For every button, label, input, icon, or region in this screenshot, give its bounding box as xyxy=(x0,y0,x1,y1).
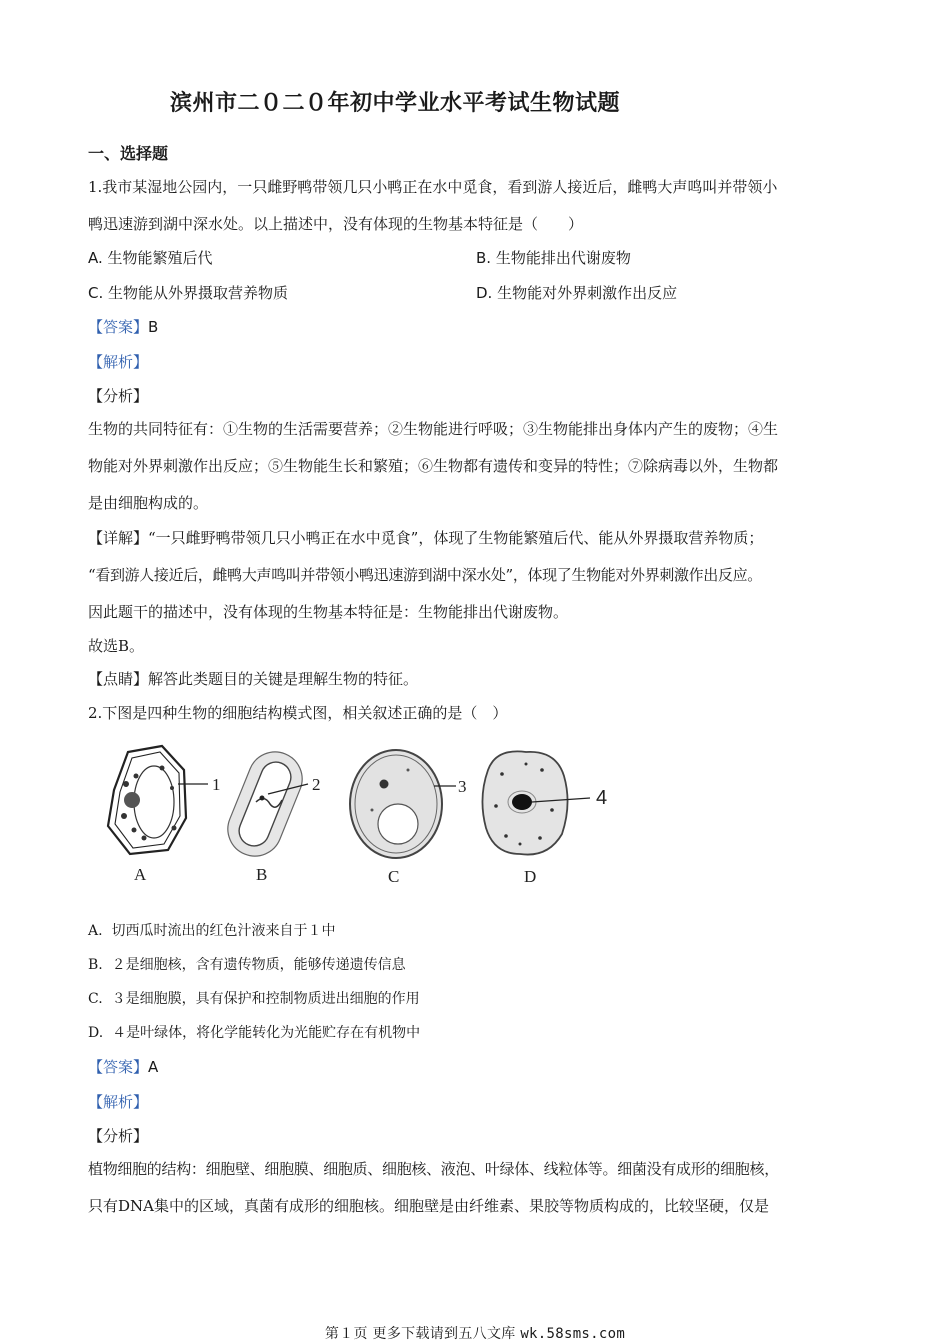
q1-detail-line1: 【详解】“一只雌野鸭带领几只小鸭正在水中觅食”，体现了生物能繁殖后代、能从外界摄取营养物质； xyxy=(88,529,764,547)
q2-fenxi-line2: 只有DNA集中的区域，真菌有成形的细胞核。细胞壁是由纤维素、果胶等物质构成的，比较坚硬，仅是 xyxy=(88,1197,769,1215)
cell-a-diagram xyxy=(108,746,208,854)
cell-c-diagram xyxy=(350,750,456,858)
q1-tip: 【点睛】解答此类题目的关键是理解生物的特征。 xyxy=(88,670,419,688)
q1-analysis-label: 【解析】 xyxy=(88,353,149,371)
q1-fenxi-line1: 生物的共同特征有：①生物的生活需要营养；②生物能进行呼吸；③生物能排出身体内产生的废物；④生 xyxy=(88,420,779,438)
q1-stem-line1: 1.我市某湿地公园内，一只雌野鸭带领几只小鸭正在水中觅食，看到游人接近后，雌鸭大声鸣叫并带领小 xyxy=(88,178,778,196)
pointer-label-3: 3 xyxy=(458,777,467,796)
q2-option-d: D. ４是叶绿体，将化学能转化为光能贮存在有机物中 xyxy=(88,1025,421,1041)
q1-option-c: C. 生物能从外界摄取营养物质 xyxy=(88,284,289,302)
section-heading: 一、选择题 xyxy=(88,144,169,163)
q1-answer: 【答案】B xyxy=(88,318,159,336)
q1-fenxi-label: 【分析】 xyxy=(88,387,149,405)
q1-detail-line2: “看到游人接近后，雌鸭大声鸣叫并带领小鸭迅速游到湖中深水处”，体现了生物能对外界刺激作出反应。 xyxy=(88,566,762,584)
q2-option-a: A. 切西瓜时流出的红色汁液来自于１中 xyxy=(88,923,336,939)
q1-stem-line2: 鸭迅速游到湖中深水处。以上描述中，没有体现的生物基本特征是（ ） xyxy=(88,215,584,233)
cell-structure-figure xyxy=(96,740,626,890)
q2-analysis-label: 【解析】 xyxy=(88,1093,149,1111)
page-footer: 第１页 更多下载请到五八文库 wk.58sms.com xyxy=(324,1326,626,1342)
q1-option-a: A. 生物能繁殖后代 xyxy=(88,249,213,267)
q2-answer: 【答案】A xyxy=(88,1058,159,1076)
q1-option-d: D. 生物能对外界刺激作出反应 xyxy=(476,284,678,302)
cell-label-a: A xyxy=(134,865,147,884)
page-title: 滨州市二０二０年初中学业水平考试生物试题 xyxy=(169,90,620,116)
q1-option-b: B. 生物能排出代谢废物 xyxy=(476,249,631,267)
q1-detail-line3: 因此题干的描述中，没有体现的生物基本特征是：生物能排出代谢废物。 xyxy=(88,603,569,621)
q2-fenxi-line1: 植物细胞的结构：细胞壁、细胞膜、细胞质、细胞核、液泡、叶绿体、线粒体等。细菌没有成形的细胞核， xyxy=(88,1160,779,1178)
cell-b-diagram xyxy=(220,744,311,864)
q2-fenxi-label: 【分析】 xyxy=(88,1127,149,1145)
cell-label-b: B xyxy=(256,865,268,884)
pointer-label-4: 4 xyxy=(596,787,608,809)
cell-label-c: C xyxy=(388,867,400,886)
cell-d-diagram xyxy=(482,751,590,854)
q2-option-c: C. ３是细胞膜，具有保护和控制物质进出细胞的作用 xyxy=(88,991,420,1007)
pointer-label-2: 2 xyxy=(312,775,321,794)
q1-fenxi-line2: 物能对外界刺激作出反应；⑤生物能生长和繁殖；⑥生物都有遗传和变异的特性；⑦除病毒以外，生物都 xyxy=(88,457,779,475)
q1-fenxi-line3: 是由细胞构成的。 xyxy=(88,494,209,512)
pointer-label-1: 1 xyxy=(212,775,221,794)
q2-stem: 2.下图是四种生物的细胞结构模式图，相关叙述正确的是（ ） xyxy=(88,704,508,722)
cell-label-d: D xyxy=(524,867,537,886)
q1-choose: 故选B。 xyxy=(88,637,145,655)
footer-site-link[interactable]: wk.58sms.com xyxy=(520,1326,626,1342)
q2-option-b: B. ２是细胞核，含有遗传物质，能够传递遗传信息 xyxy=(88,957,406,973)
